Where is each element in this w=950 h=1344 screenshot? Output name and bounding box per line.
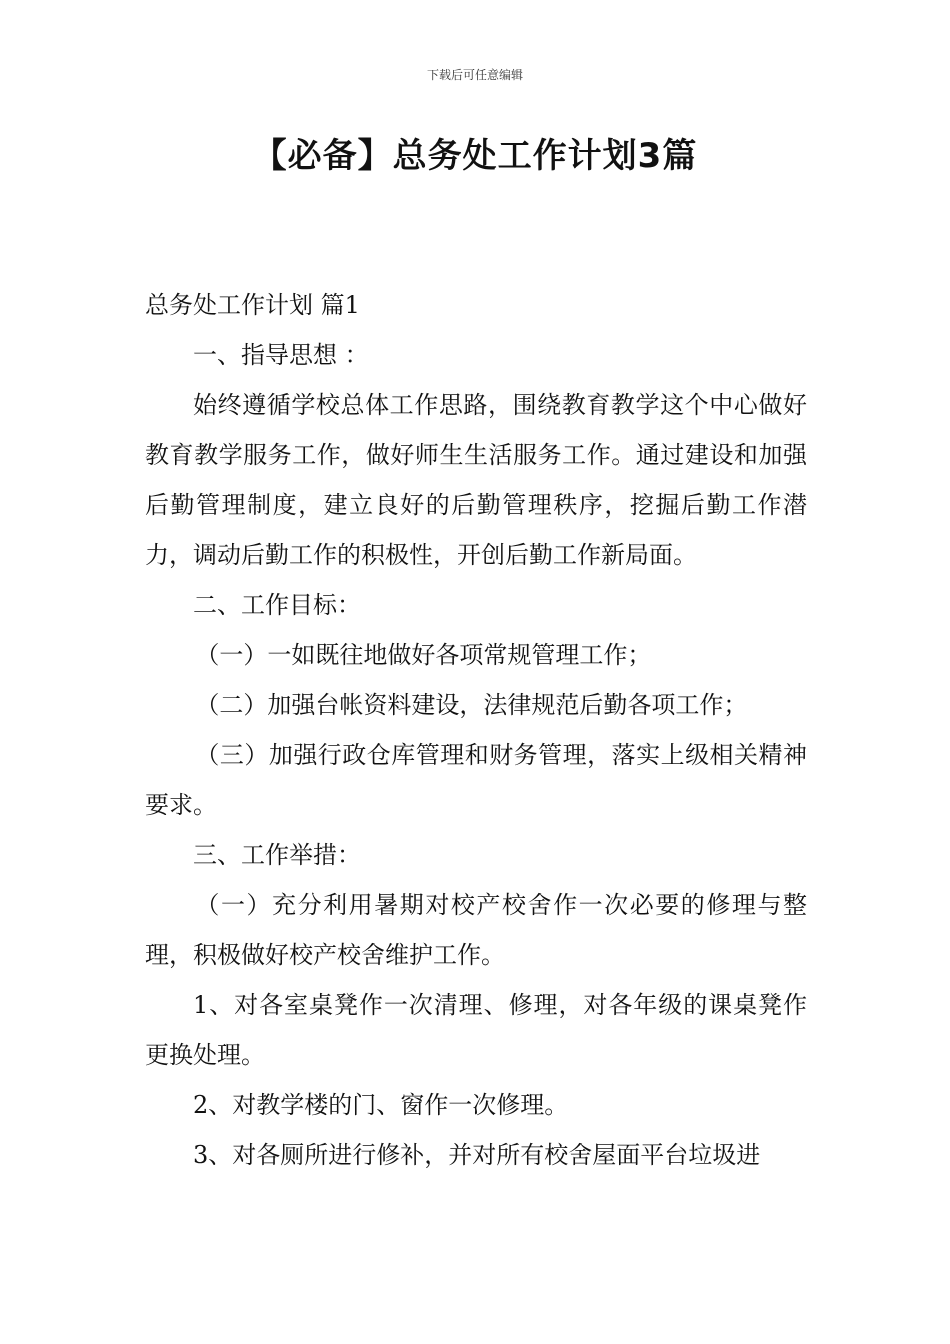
section-title: 总务处工作计划 篇1 bbox=[145, 291, 360, 319]
document-body bbox=[145, 280, 807, 1180]
goal-item-3: （三）加强行政仓库管理和财务管理，落实上级相关精神要求。 bbox=[145, 741, 807, 819]
measure-subitem-3: 3、对各厕所进行修补，并对所有校舍屋面平台垃圾进 bbox=[193, 1141, 761, 1169]
measure-subitem-1: 1、对各室桌凳作一次清理、修理，对各年级的课桌凳作更换处理。 bbox=[145, 991, 807, 1069]
measure-item-1: （一）充分利用暑期对校产校舍作一次必要的修理与整理，积极做好校产校舍维护工作。 bbox=[145, 891, 807, 969]
heading-guiding-idea: 一、指导思想 ： bbox=[193, 341, 369, 369]
goal-item-2: （二）加强台帐资料建设，法律规范后勤各项工作； bbox=[195, 691, 748, 719]
document-title: 【必备】总务处工作计划3篇 bbox=[252, 136, 698, 176]
heading-work-goals: 二、工作目标： bbox=[193, 591, 361, 619]
measure-subitem-2: 2、对教学楼的门、窗作一次修理。 bbox=[193, 1091, 569, 1119]
header-note: 下载后可任意编辑 bbox=[426, 68, 523, 82]
goal-item-1: （一）一如既往地做好各项常规管理工作； bbox=[195, 641, 652, 669]
paragraph-guiding-idea: 始终遵循学校总体工作思路，围绕教育教学这个中心做好教育教学服务工作，做好师生生活服务工作。通过建设和加强后勤管理制度，建立良好的后勤管理秩序，挖掘后勤工作潜力，调动后勤工作的积极性，开创后勤工作新局面。 bbox=[145, 391, 807, 569]
heading-work-measures: 三、工作举措： bbox=[193, 841, 361, 869]
